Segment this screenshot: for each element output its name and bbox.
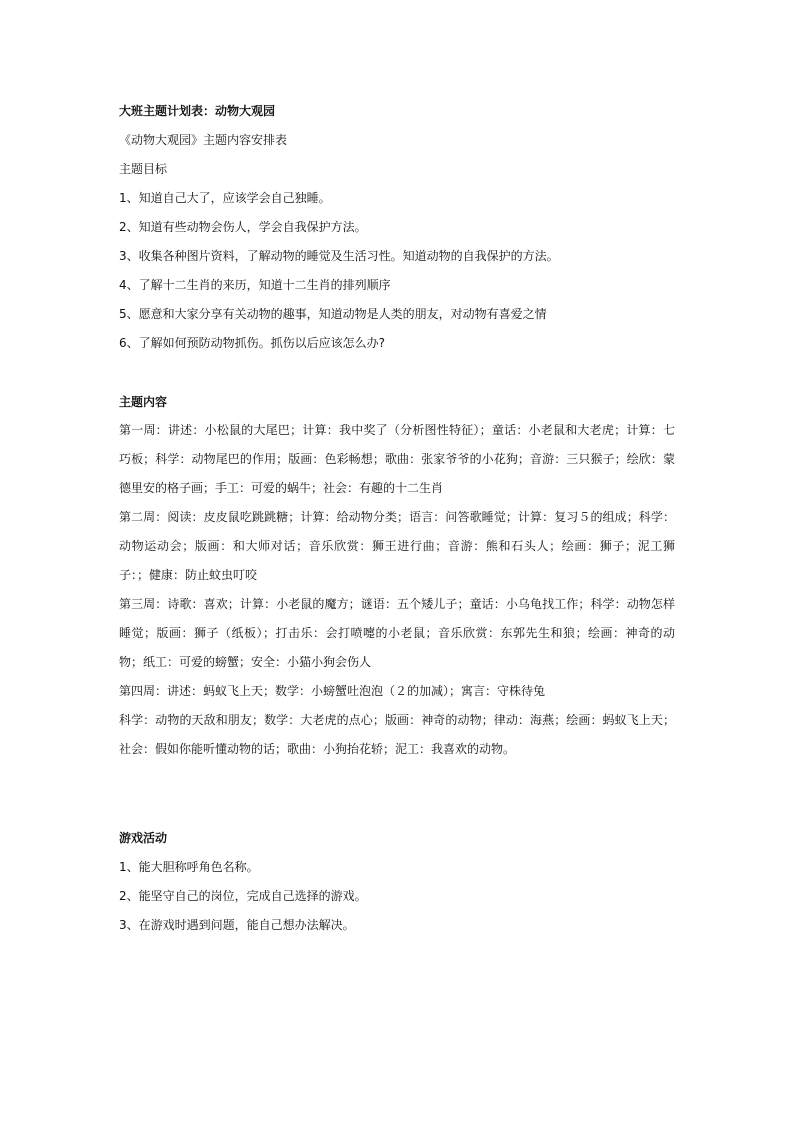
week-1-paragraph: 第一周：讲述：小松鼠的大尾巴；计算：我中奖了（分析图性特征）；童话：小老鼠和大老虎；计算：七巧板；科学：动物尾巴的作用；版画：色彩畅想；歌曲：张家爷爷的小花狗；音游：三只猴子；绘欣：蒙德里安的格子画；手工：可爱的蜗牛；社会：有趣的十二生肖: [119, 423, 675, 495]
goals-heading: 主题目标: [119, 162, 168, 176]
goal-item: 2、知道有些动物会伤人，学会自我保护方法。: [119, 220, 367, 234]
document-title: 大班主题计划表：动物大观园: [119, 104, 276, 118]
week-3-paragraph: 第三周：诗歌：喜欢；计算：小老鼠的魔方；谜语：五个矮儿子；童话：小乌龟找工作；科学：动物怎样睡觉；版画：狮子（纸板）；打击乐：会打喷嚏的小老鼠；音乐欣赏：东郭先生和狼；绘画：神奇的动物；纸工：可爱的螃蟹；安全：小猫小狗会伤人: [119, 597, 675, 669]
goal-item: 4、了解十二生肖的来历，知道十二生肖的排列顺序: [119, 278, 391, 292]
goal-item: 3、收集各种图片资料，了解动物的睡觉及生活习性。知道动物的自我保护的方法。: [119, 249, 559, 263]
content-heading: 主题内容: [119, 395, 168, 409]
week-4-continued-paragraph: 科学：动物的天敌和朋友；数学：大老虎的点心；版画：神奇的动物；律动：海燕；绘画：蚂蚁飞上天；社会：假如你能听懂动物的话；歌曲：小狗抬花轿；泥工：我喜欢的动物。: [119, 713, 675, 756]
game-item: 3、在游戏时遇到问题，能自己想办法解决。: [119, 918, 355, 932]
document-subtitle: 《动物大观园》主题内容安排表: [119, 133, 288, 147]
game-item: 2、能坚守自己的岗位，完成自己选择的游戏。: [119, 889, 367, 903]
game-item: 1、能大胆称呼角色名称。: [119, 860, 259, 874]
games-heading: 游戏活动: [119, 831, 168, 845]
week-4-paragraph: 第四周：讲述：蚂蚁飞上天；数学：小螃蟹吐泡泡（２的加减）；寓言：守株待兔: [119, 684, 546, 698]
week-2-paragraph: 第二周：阅读：皮皮鼠吃跳跳糖；计算：给动物分类；语言：问答歌睡觉；计算：复习５的组成；科学：动物运动会；版画：和大师对话；音乐欣赏：狮王进行曲；音游：熊和石头人；绘画：狮子；泥工狮子：；健康：防止蚊虫叮咬: [119, 510, 675, 582]
goal-item: 6、了解如何预防动物抓伤。抓伤以后应该怎么办?: [119, 336, 386, 350]
goal-item: 5、愿意和大家分享有关动物的趣事，知道动物是人类的朋友，对动物有喜爱之情: [119, 307, 547, 321]
goal-item: 1、知道自己大了，应该学会自己独睡。: [119, 191, 331, 205]
